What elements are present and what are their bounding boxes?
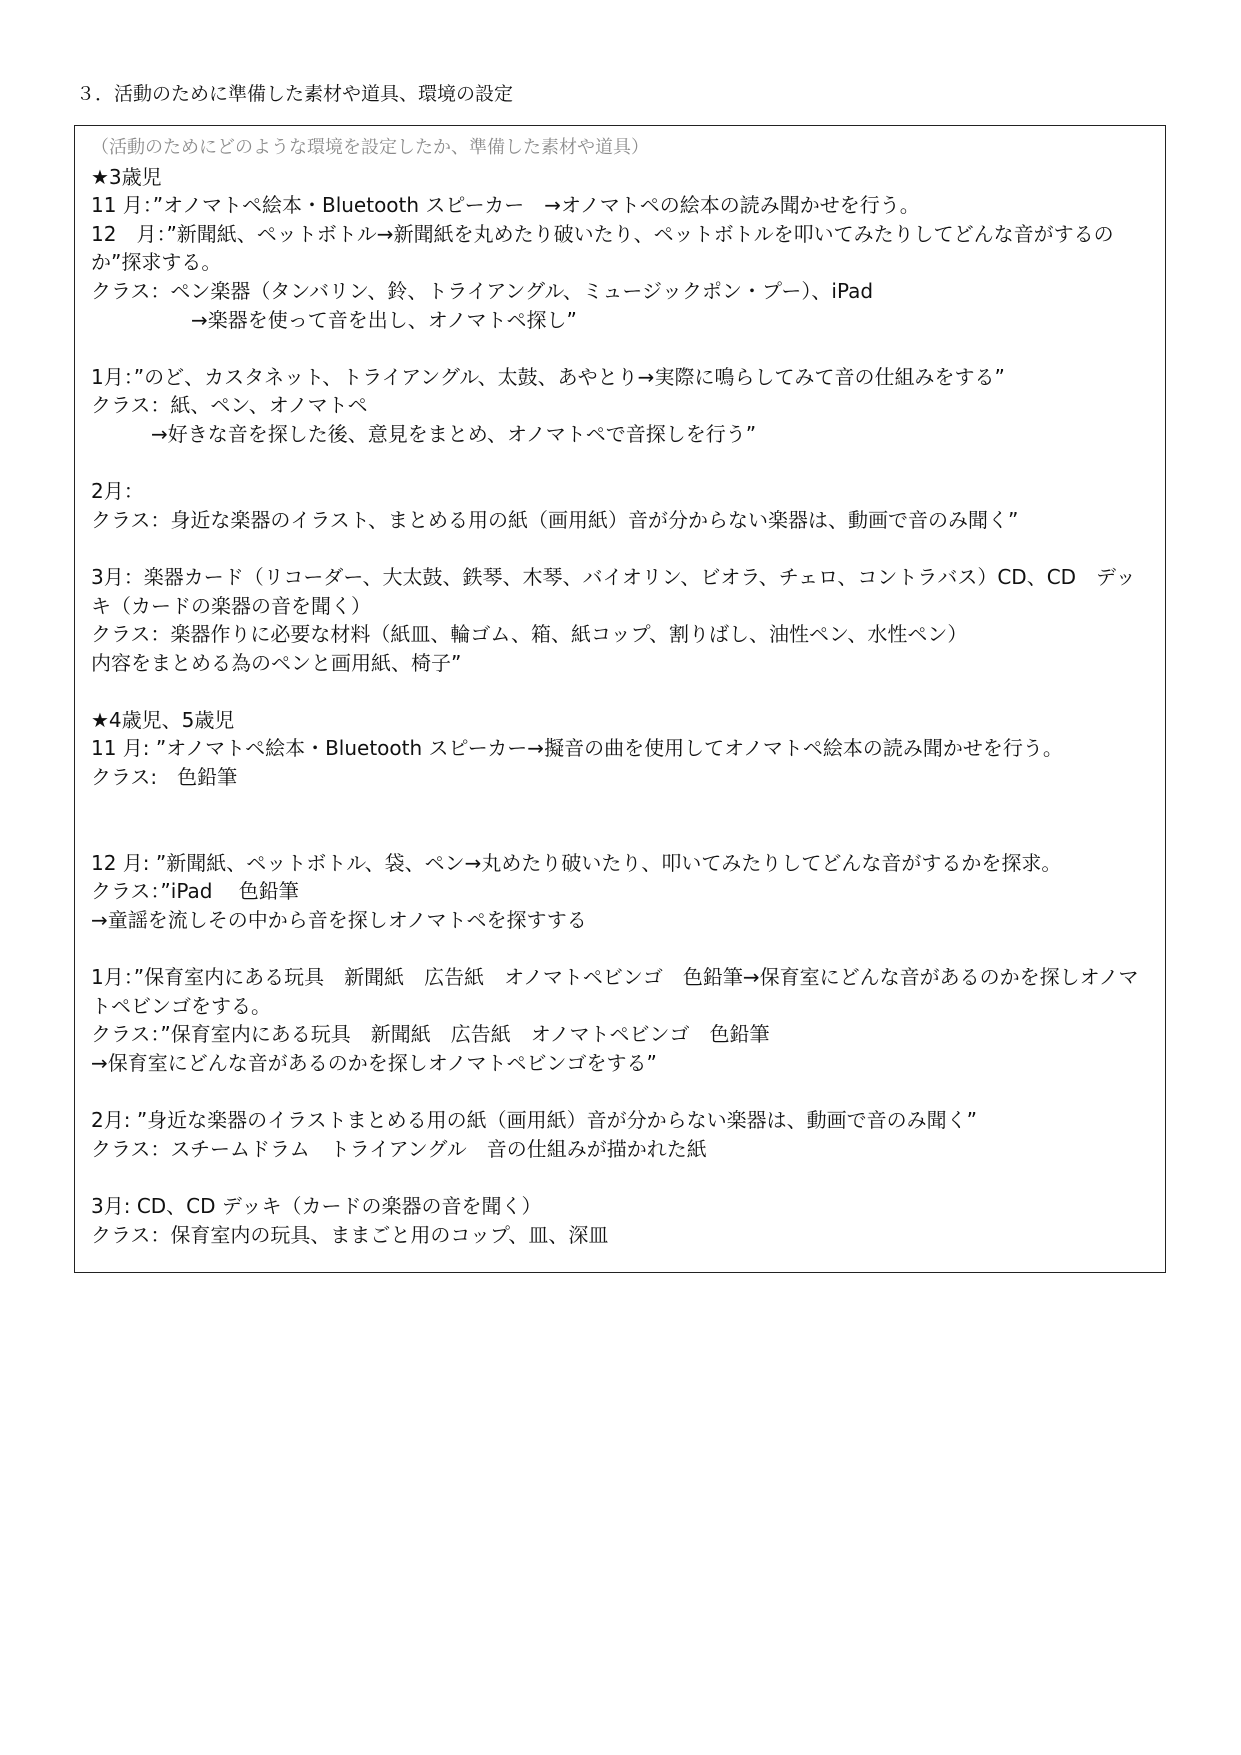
text-line: クラス: 色鉛筆: [91, 765, 238, 790]
blank-line: [91, 677, 1151, 706]
content-box: [74, 125, 1166, 1273]
blank-line: [91, 792, 1151, 821]
text-line: 2月：: [91, 479, 144, 504]
text-line: 内容をまとめる為のペンと画用紙、椅子”: [91, 650, 462, 675]
text-line: クラス：スチームドラム トライアングル 音の仕組みが描かれた紙: [91, 1136, 707, 1161]
text-line: クラス：”保育室内にある玩具 新聞紙 広告紙 オノマトペビンゴ 色鉛筆: [91, 1022, 770, 1047]
text-line: →好きな音を探した後、意見をまとめ、オノマトペで音探しを行う”: [91, 421, 757, 446]
group-heading-3yo: ★3歳児: [91, 164, 162, 189]
text-line: 11 月: ”オノマトペ絵本・Bluetooth スピーカー→擬音の曲を使用してオノマトペ絵本の読み聞かせを行う。: [91, 736, 1063, 761]
text-line: クラス：楽器作りに必要な材料（紙皿、輪ゴム、箱、紙コップ、割りばし、油性ペン、水性ペン）: [91, 622, 968, 647]
text-line: 12 月：”新聞紙、ペットボトル→新聞紙を丸めたり破いたり、ペットボトルを叩いてみたりしてどんな音がするのか”探求する。: [91, 221, 1114, 275]
text-line: 1月：”保育室内にある玩具 新聞紙 広告紙 オノマトペビンゴ 色鉛筆→保育室にどんな音があるのかを探しオノマトペビンゴをする。: [91, 965, 1139, 1018]
section-heading: ３．活動のために準備した素材や道具、環境の設定: [76, 83, 514, 105]
text-line: 2月: ”身近な楽器のイラストまとめる用の紙（画用紙）音が分からない楽器は、動画で音のみ聞く”: [91, 1108, 977, 1133]
hint-line: （活動のためにどのような環境を設定したか、準備した素材や道具）: [91, 137, 649, 158]
text-line: 11 月：”オノマトペ絵本・Bluetooth スピーカー →オノマトペの絵本の読み聞かせを行う。: [91, 193, 920, 218]
text-line: クラス：身近な楽器のイラスト、まとめる用の紙（画用紙）音が分からない楽器は、動画で音のみ聞く”: [91, 507, 1019, 532]
blank-line: [91, 449, 1151, 478]
group-heading-4-5yo: ★4歳児、5歳児: [91, 707, 235, 732]
content-text: [91, 134, 1151, 1249]
text-line: クラス：保育室内の玩具、ままごと用のコップ、皿、深皿: [91, 1222, 609, 1247]
text-line: クラス：紙、ペン、オノマトペ: [91, 393, 368, 418]
text-line: 3月: CD、CD デッキ（カードの楽器の音を聞く）: [91, 1193, 542, 1218]
blank-line: [91, 1163, 1151, 1192]
text-line: クラス：ペン楽器（タンバリン、鈴、トライアングル、ミュージックポン・プー）、iPad: [91, 278, 874, 303]
text-line: クラス：”iPad 色鉛筆: [91, 879, 299, 904]
text-line: →保育室にどんな音があるのかを探しオノマトペビンゴをする”: [91, 1051, 657, 1075]
text-line: 12 月: ”新聞紙、ペットボトル、袋、ペン→丸めたり破いたり、叩いてみたりしてどんな音がするかを探求。: [91, 850, 1062, 875]
blank-line: [91, 534, 1151, 563]
blank-line: [91, 334, 1151, 363]
text-line: →童謡を流しその中から音を探しオノマトペを探すする: [91, 908, 587, 933]
blank-line: [91, 1078, 1151, 1107]
text-line: 3月：楽器カード（リコーダー、大太鼓、鉄琴、木琴、バイオリン、ビオラ、チェロ、コントラバス）CD、CD デッキ（カードの楽器の音を聞く）: [91, 564, 1136, 618]
text-line: →楽器を使って音を出し、オノマトペ探し”: [91, 307, 577, 332]
text-line: 1月：”のど、カスタネット、トライアングル、太鼓、あやとり→実際に鳴らしてみて音の仕組みをする”: [91, 364, 1005, 389]
blank-line: [91, 935, 1151, 964]
blank-line: [91, 820, 1151, 849]
